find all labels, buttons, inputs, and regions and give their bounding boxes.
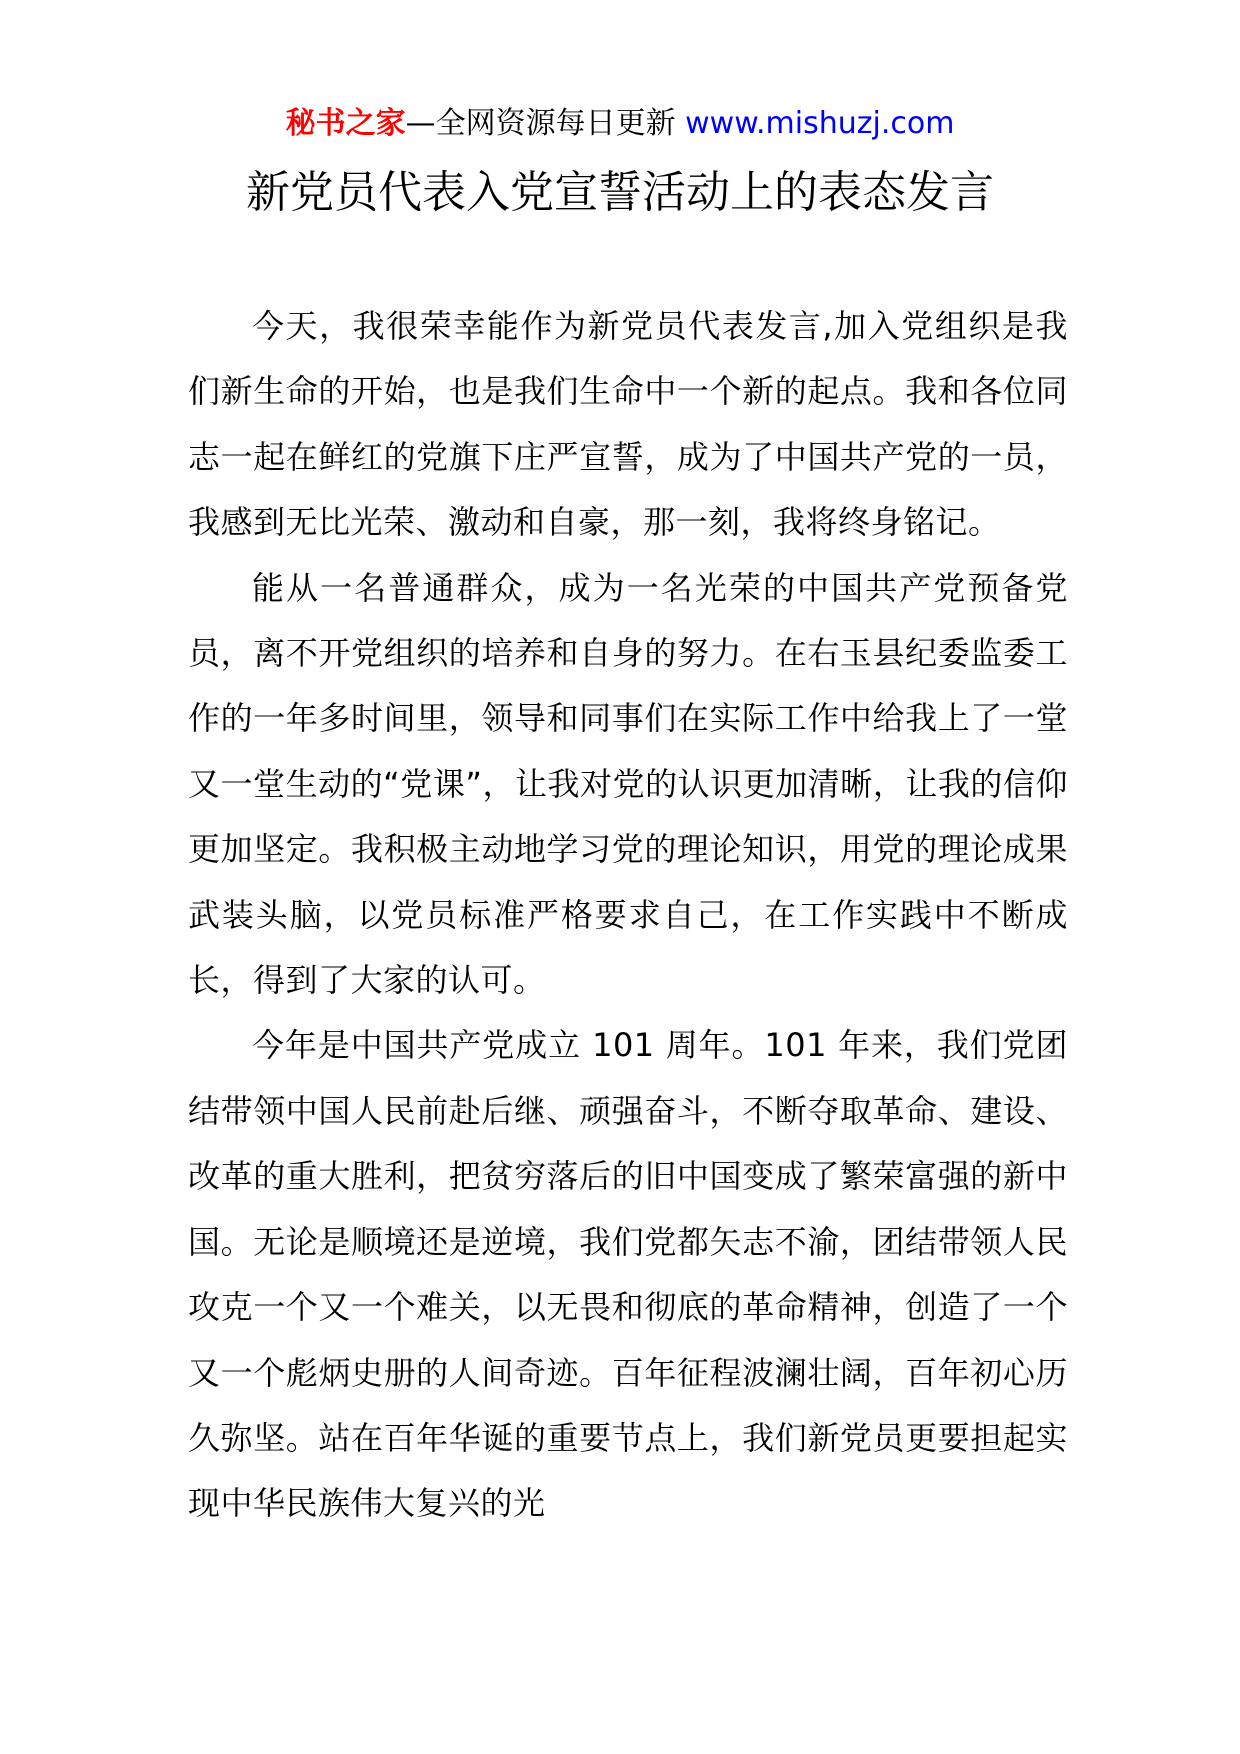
document-title: 新党员代表入党宣誓活动上的表态发言 — [246, 167, 994, 218]
site-tagline: —全网资源每日更新 — [405, 106, 676, 141]
paragraph-1: 今天，我很荣幸能作为新党员代表发言,加入党组织是我们新生命的开始，也是我们生命中一个新的起点。我和各位同志一起在鲜红的党旗下庄严宣誓，成为了中国共产党的一员，我感到无比光荣、激动和自豪，那一刻，我将终身铭记。 — [188, 307, 1068, 542]
paragraph-2: 能从一名普通群众，成为一名光荣的中国共产党预备党员，离不开党组织的培养和自身的努力。在右玉县纪委监委工作的一年多时间里，领导和同事们在实际工作中给我上了一堂又一堂生动的“党课”，让我对党的认识更加清晰，让我的信仰更加坚定。我积极主动地学习党的理论知识，用党的理论成果武装头脑，以党员标准严格要求自己，在工作实践中不断成长，得到了大家的认可。 — [188, 568, 1068, 1000]
paragraph-3: 今年是中国共产党成立 101 周年。101 年来，我们党团结带领中国人民前赴后继、顽强奋斗，不断夺取革命、建设、改革的重大胜利，把贫穷落后的旧中国变成了繁荣富强的新中国。无论是顺境还是逆境，我们党都矢志不渝，团结带领人民攻克一个又一个难关，以无畏和彻底的革命精神，创造了一个又一个彪炳史册的人间奇迹。百年征程波澜壮阔，百年初心历久弥坚。站在百年华诞的重要节点上，我们新党员更要担起实现中华民族伟大复兴的光 — [188, 1026, 1068, 1523]
site-header — [0, 104, 1240, 144]
site-url-link[interactable]: www.mishuzj.com — [685, 106, 955, 141]
site-brand: 秘书之家 — [285, 106, 406, 141]
document-body — [188, 294, 1068, 1537]
